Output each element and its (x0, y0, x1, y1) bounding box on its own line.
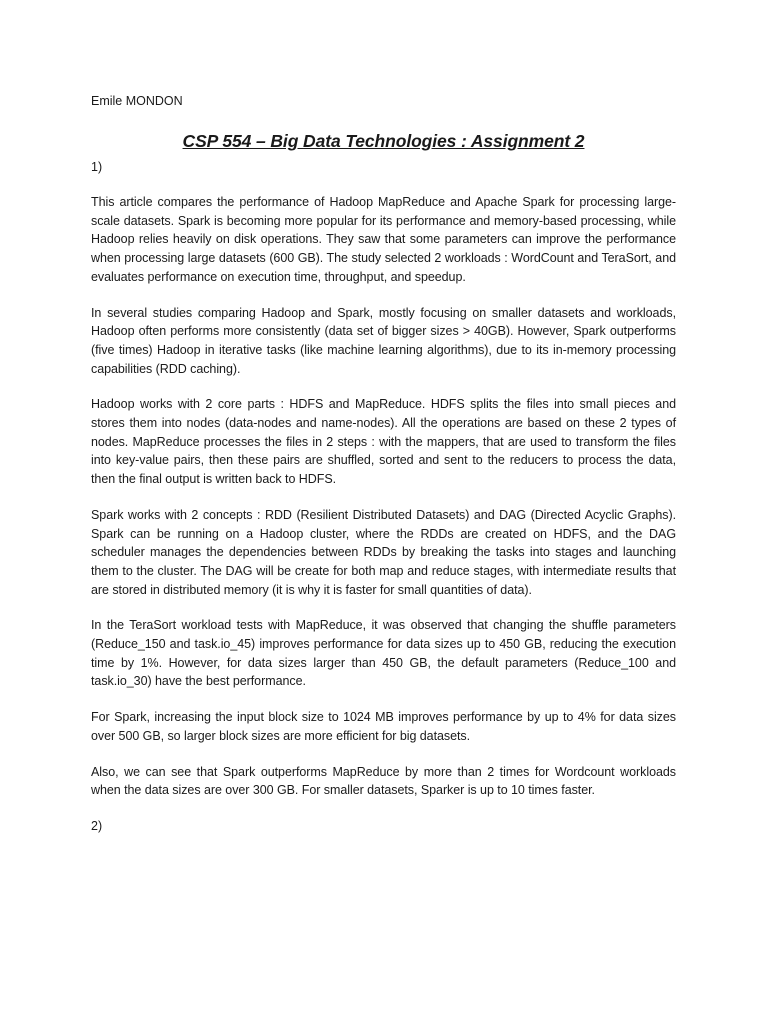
paragraph-hadoop: Hadoop works with 2 core parts : HDFS and MapReduce. HDFS splits the files into small pieces and stores them into nodes (data-nodes and name-nodes). All the operations are based on these 2 types of nodes. MapReduce processes the files in 2 steps : with the mappers, that are used to transform the files into key-value pairs, then these pairs are shuffled, sorted and sent to the reducers to process the data, then the final output is written back to HDFS. (91, 397, 676, 487)
question-2-label: 2) (91, 818, 103, 833)
paragraph-wordcount: Also, we can see that Spark outperforms MapReduce by more than 2 times for Wordcount workloads when the data sizes are over 300 GB. For smaller datasets, Sparker is up to 10 times faster. (91, 764, 676, 798)
paragraph-intro: This article compares the performance of Hadoop MapReduce and Apache Spark for processing large-scale datasets. Spark is becoming more popular for its performance and memory-based processing, while Hadoop relies heavily on disk operations. They saw that some parameters can improve the performance when processing large datasets (600 GB). The study selected 2 workloads : WordCount and TeraSort, and evaluates performance on execution time, throughput, and speedup. (91, 195, 676, 284)
question-1-label: 1) (91, 160, 103, 174)
paragraph-spark: Spark works with 2 concepts : RDD (Resilient Distributed Datasets) and DAG (Directed Acyclic Graphs). Spark can be running on a Hadoop cluster, where the RDDs are created on HDFS, and the DAG scheduler manages the dependencies between RDDs by breaking the tasks into stages and launching them to the cluster. The DAG will be create for both map and reduce stages, with intermediate results that are stored in distributed memory (it is why it is faster for small quantities of data). (91, 507, 676, 597)
paragraph-terasort: In the TeraSort workload tests with MapReduce, it was observed that changing the shuffle parameters (Reduce_150 and task.io_45) improves performance for data sizes up to 450 GB, reducing the execution time by 1%. However, for data sizes larger than 450 GB, the default parameters (Reduce_100 and task.io_30) have the best performance. (91, 618, 676, 689)
paragraph-block-size: For Spark, increasing the input block size to 1024 MB improves performance by up to 4% for data sizes over 500 GB, so larger block sizes are more efficient for big datasets. (91, 710, 676, 743)
document-title: CSP 554 – Big Data Technologies : Assignment 2 (182, 131, 585, 151)
author-name: Emile MONDON (91, 94, 183, 108)
document-page (91, 92, 676, 835)
paragraph-studies: In several studies comparing Hadoop and Spark, mostly focusing on smaller datasets and workloads, Hadoop often performs more consistently (data set of bigger sizes > 40GB). However, Spark outperforms (five times) Hadoop in iterative tasks (like machine learning algorithms), due to its in-memory processing capabilities (RDD caching). (91, 305, 676, 376)
